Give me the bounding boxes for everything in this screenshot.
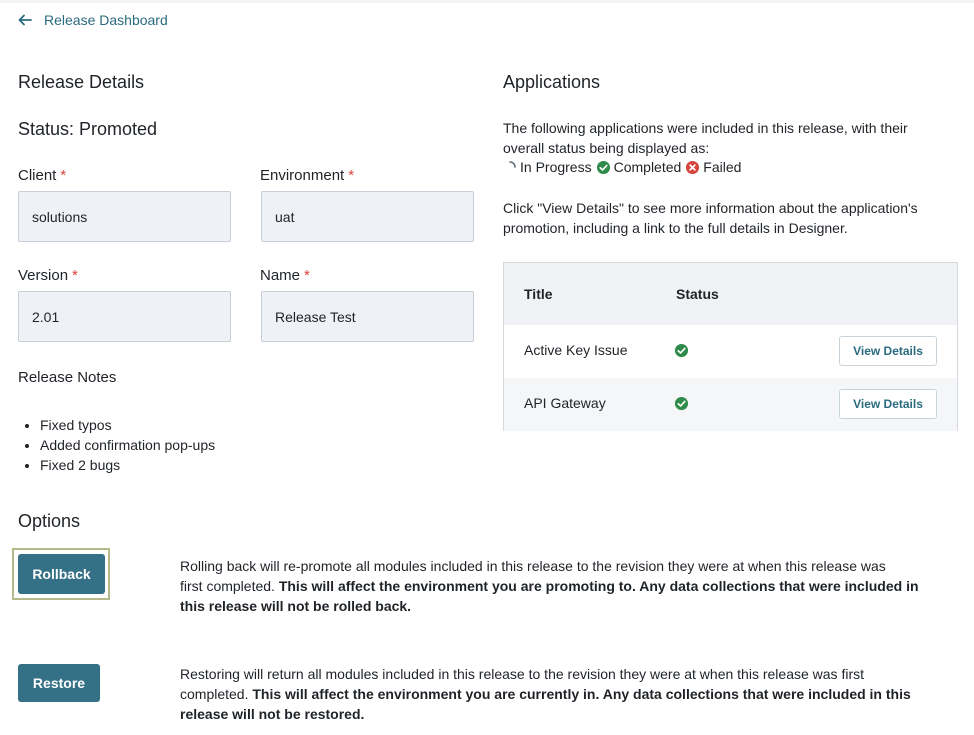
rollback-button[interactable]: Rollback [18, 554, 105, 594]
table-header [504, 263, 957, 325]
required-marker: * [60, 167, 67, 184]
list-item: • Fixed 2 bugs [40, 455, 215, 475]
client-label: Client * [18, 167, 67, 184]
view-details-description: Click "View Details" to see more information about the application's promotion, including a link to the full details in Designer. [503, 200, 918, 236]
applications-heading: Applications [503, 72, 601, 92]
release-details-heading: Release Details [18, 72, 145, 92]
app-title: Active Key Issue [524, 342, 628, 358]
version-field[interactable]: 2.01 [18, 291, 231, 342]
top-bar [0, 0, 974, 40]
rollback-description: Rolling back will re-promote all modules included in this release to the revision they were at when this release was first completed. This will affect the environment you are promoting to. Any data collections that were included in this release will not be rolled back. [180, 558, 919, 614]
release-notes-list [40, 415, 215, 475]
app-title: API Gateway [524, 395, 606, 411]
options-heading: Options [18, 511, 81, 531]
status-completed-icon [674, 396, 689, 414]
applications-table [503, 262, 958, 431]
column-header-status: Status [676, 286, 719, 302]
x-circle-icon [685, 160, 700, 175]
spinner-icon [503, 160, 517, 174]
list-item: • Fixed typos [40, 415, 215, 435]
client-field[interactable]: solutions [18, 191, 231, 242]
required-marker: * [72, 267, 78, 284]
back-link-label: Release Dashboard [44, 12, 168, 28]
table-row [504, 325, 957, 378]
name-label: Name * [260, 267, 310, 284]
legend-completed: Completed [596, 159, 682, 175]
column-header-title: Title [524, 286, 553, 302]
release-notes-label: Release Notes [18, 369, 117, 386]
legend-failed: Failed [685, 159, 741, 175]
table-row [504, 378, 957, 431]
check-circle-icon [674, 343, 689, 358]
legend-in-progress: In Progress [503, 159, 592, 175]
check-circle-icon [674, 396, 689, 411]
environment-field[interactable]: uat [261, 191, 474, 242]
version-label: Version * [18, 267, 78, 284]
status-legend [503, 157, 745, 177]
view-details-button[interactable]: View Details [839, 389, 937, 419]
restore-description: Restoring will return all modules included in this release to the revision they were at when this release was first completed. This will affect the environment you are currently in. Any data collections that were included in this release will not be restored. [180, 666, 911, 722]
environment-label: Environment * [260, 167, 355, 184]
required-marker: * [304, 267, 310, 284]
check-circle-icon [596, 160, 611, 175]
applications-description: The following applications were included in this release, with their overall status being displayed as: [503, 120, 908, 156]
release-status: Status: Promoted [18, 119, 158, 139]
view-details-button[interactable]: View Details [839, 336, 937, 366]
name-field[interactable]: Release Test [261, 291, 474, 342]
list-item: • Added confirmation pop-ups [40, 435, 215, 455]
restore-button[interactable]: Restore [18, 664, 100, 702]
back-to-dashboard-link[interactable] [18, 12, 168, 28]
required-marker: * [348, 167, 355, 184]
arrow-left-icon [18, 14, 32, 26]
status-completed-icon [674, 343, 689, 361]
